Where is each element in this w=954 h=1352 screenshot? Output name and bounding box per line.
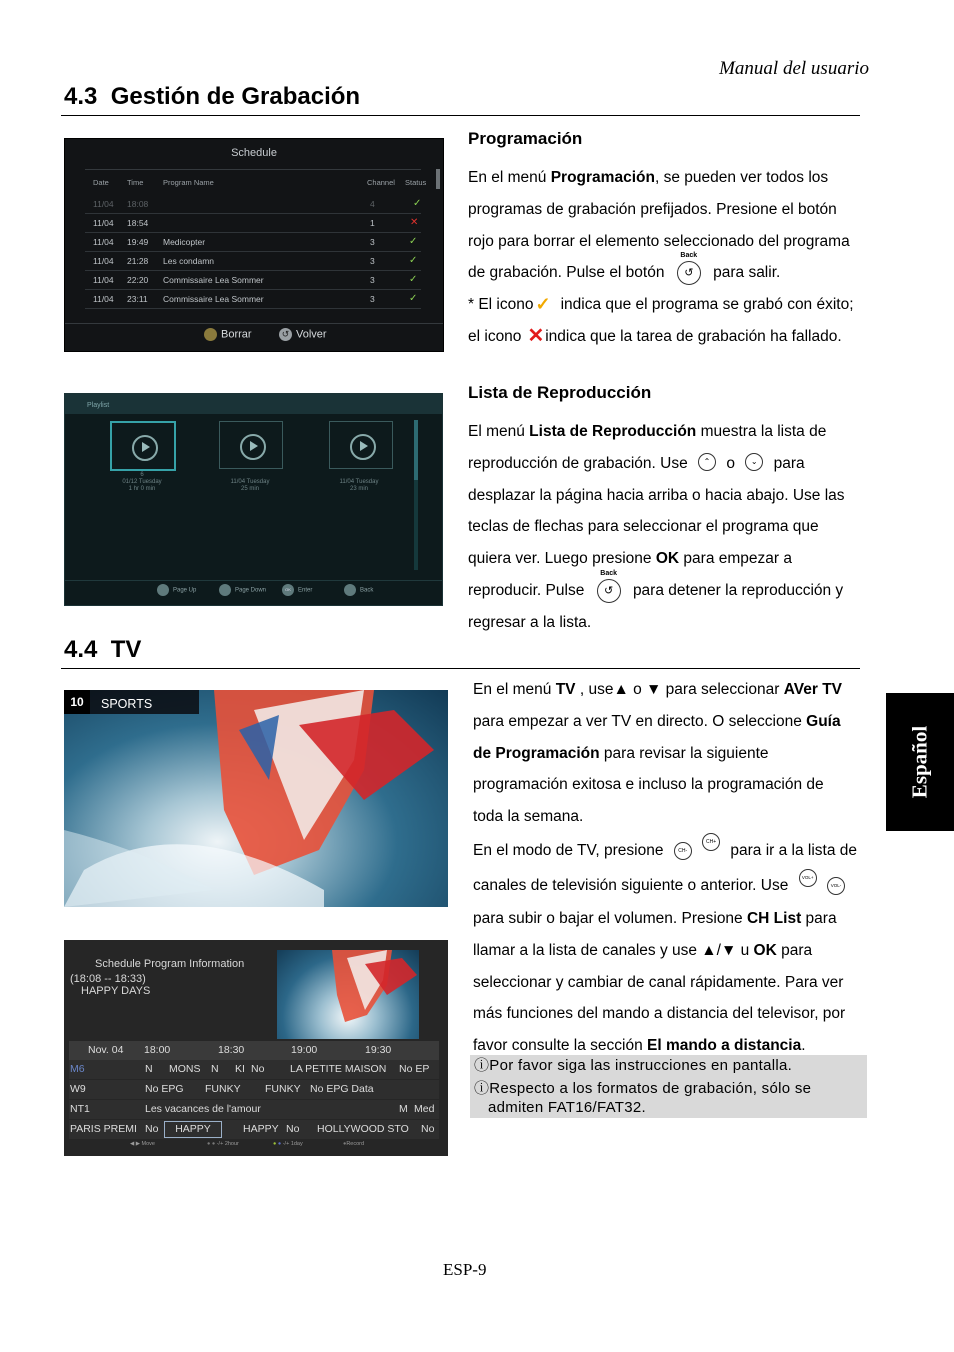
play-icon xyxy=(132,435,158,461)
page-number: ESP-9 xyxy=(443,1260,487,1279)
channel-name: SPORTS xyxy=(101,697,153,711)
epg-info-title: Schedule Program Information xyxy=(95,958,245,970)
playlist-item-caption: 6 01/12 Tuesday 1 hr 0 min xyxy=(122,472,162,492)
page-up-icon: ⌃ xyxy=(698,453,716,471)
playlist-title: Playlist xyxy=(87,402,110,409)
epg-program[interactable]: Med xyxy=(414,1103,435,1115)
language-tab xyxy=(886,693,954,831)
epg-program[interactable]: N xyxy=(211,1063,219,1075)
row-date: 11/04 xyxy=(93,237,114,247)
success-check-icon: ✓ xyxy=(409,293,418,304)
notes-box xyxy=(470,1055,867,1118)
epg-preview-image xyxy=(277,950,419,1039)
epg-channel: M6 xyxy=(70,1063,85,1075)
play-icon xyxy=(350,434,376,460)
section-rule xyxy=(61,115,860,116)
back-button[interactable] xyxy=(279,328,327,341)
volume-up-icon: VOL+ xyxy=(799,869,817,887)
epg-channel: PARIS PREMI xyxy=(70,1123,137,1135)
language-label: Español xyxy=(907,725,932,799)
epg-program-selected[interactable]: HAPPY xyxy=(164,1121,222,1138)
col-time: Time xyxy=(127,178,144,187)
epg-program[interactable]: No xyxy=(421,1123,435,1135)
row-date: 11/04 xyxy=(93,218,114,228)
epg-program[interactable]: No xyxy=(145,1123,159,1135)
back-hint[interactable]: Back xyxy=(344,584,373,596)
epg-program[interactable]: HOLLYWOOD STO xyxy=(317,1123,409,1135)
row-date: 11/04 xyxy=(93,275,114,285)
epg-program[interactable]: N xyxy=(145,1063,153,1075)
success-check-icon: ✓ xyxy=(409,274,418,285)
playlist-item[interactable] xyxy=(219,421,283,469)
schedule-screenshot xyxy=(64,138,444,352)
channel-number: 10 xyxy=(64,690,90,714)
lista-paragraph: El menú Lista de Reproducción muestra la lista de reproducción de grabación. Use ⌃ o ⌄ para desplazar la página hacia arriba o hacia abajo. Use las teclas de flechas para seleccionar el programa que quiera ver. Luego presione OK para empezar a reproducir. Pulse Back ↺ para detener la reproducción y regresar a la lista. xyxy=(468,423,845,631)
heading-programacion: Programación xyxy=(468,129,583,148)
epg-program[interactable]: M xyxy=(399,1103,408,1115)
tv-screenshot xyxy=(64,690,448,907)
epg-program[interactable]: HAPPY xyxy=(243,1123,279,1135)
heading-lista: Lista de Reproducción xyxy=(468,383,652,402)
epg-program[interactable]: FUNKY xyxy=(265,1083,301,1095)
row-time: 23:11 xyxy=(127,294,148,304)
success-check-icon: ✓ xyxy=(409,236,418,247)
ok-icon: OK xyxy=(282,584,294,596)
yellow-key-icon xyxy=(204,328,217,341)
page-down-icon xyxy=(219,584,231,596)
fail-cross-icon: ✕ xyxy=(410,217,419,228)
delete-button[interactable] xyxy=(204,328,252,341)
back-key-icon: Back ↺ xyxy=(597,579,621,603)
epg-channel: W9 xyxy=(70,1083,86,1095)
playlist-screenshot xyxy=(64,393,443,606)
epg-time-header xyxy=(69,1041,439,1060)
epg-program[interactable]: No xyxy=(286,1123,300,1135)
epg-row[interactable] xyxy=(69,1080,439,1099)
row-date: 11/04 xyxy=(93,199,114,209)
row-name: Medicopter xyxy=(163,237,206,247)
playlist-item-caption: 11/04 Tuesday 23 min xyxy=(339,479,379,492)
table-row[interactable] xyxy=(85,271,421,290)
epg-program[interactable]: No EPG xyxy=(145,1083,184,1095)
epg-program[interactable]: No EP xyxy=(399,1063,430,1075)
schedule-title: Schedule xyxy=(231,147,277,159)
col-date: Date xyxy=(93,178,109,187)
page-down-icon: ⌄ xyxy=(745,453,763,471)
row-name: Commissaire Lea Sommer xyxy=(163,294,264,304)
epg-row[interactable] xyxy=(69,1060,439,1079)
table-row[interactable] xyxy=(85,195,421,214)
move-hint: ◀ ▶ Move xyxy=(130,1141,155,1147)
epg-time: 19:00 xyxy=(291,1044,318,1056)
row-channel: 1 xyxy=(370,218,375,228)
row-channel: 3 xyxy=(370,256,375,266)
row-name: Commissaire Lea Sommer xyxy=(163,275,264,285)
page-up-icon xyxy=(157,584,169,596)
epg-time: 18:00 xyxy=(144,1044,171,1056)
windsurfer-image xyxy=(64,690,448,907)
hour-hint: ● ● -/+ 2hour xyxy=(207,1141,239,1147)
epg-program[interactable]: MONS xyxy=(169,1063,201,1075)
playlist-scrollbar[interactable] xyxy=(414,420,418,480)
epg-info-name: HAPPY DAYS xyxy=(81,985,151,997)
epg-program[interactable]: KI xyxy=(235,1063,245,1075)
col-channel: Channel xyxy=(367,178,395,187)
success-check-icon: ✓ xyxy=(409,255,418,266)
day-hint: ● ● -/+ 1day xyxy=(273,1141,303,1147)
tv-paragraph: En el menú TV , use▲ o ▼ para seleccionar AVer TV para empezar a ver TV en directo. O seleccione Guía de Programación para revisar la siguiente programación exitosa e incluso la programación de toda la semana. En el modo de TV, presione CH- CH+ para ir a la lista de canales de televisión siguiente o anterior. Use VOL+ VOL- para subir o bajar el volumen. Presione CH List para llamar a la lista de canales y use ▲/▼ u OK para seleccionar y cambiar de canal rápidamente. Para ver más funciones del mando a distancia del televisor, por favor consulte la sección El mando a distancia. xyxy=(473,681,858,1055)
epg-program[interactable]: LA PETITE MAISON xyxy=(290,1063,387,1075)
note-line: admiten FAT16/FAT32. xyxy=(488,1099,647,1116)
back-icon: ↺ xyxy=(279,328,292,341)
epg-program[interactable]: No EPG Data xyxy=(310,1083,374,1095)
delete-label: Borrar xyxy=(221,328,252,341)
row-channel: 4 xyxy=(370,199,375,209)
row-time: 22:20 xyxy=(127,275,149,285)
play-icon xyxy=(240,434,266,460)
row-time: 18:08 xyxy=(127,199,149,209)
row-time: 18:54 xyxy=(127,218,149,228)
back-icon xyxy=(344,584,356,596)
note-line: ⓘRespecto a los formatos de grabación, sólo se xyxy=(474,1080,812,1097)
epg-program[interactable]: No xyxy=(251,1063,265,1075)
section-title-4-3: 4.3 Gestión de Grabación xyxy=(64,83,361,110)
table-row[interactable] xyxy=(85,214,421,233)
epg-program[interactable]: Les vacances de l'amour xyxy=(145,1103,261,1115)
page-down-hint[interactable]: Page Down xyxy=(219,584,266,596)
epg-row[interactable] xyxy=(69,1100,439,1119)
row-time: 21:28 xyxy=(127,256,149,266)
back-label: Volver xyxy=(296,328,327,341)
table-row[interactable] xyxy=(85,252,421,271)
note-line: ⓘPor favor siga las instrucciones en pantalla. xyxy=(474,1057,793,1074)
epg-date: Nov. 04 xyxy=(88,1044,124,1056)
playlist-item-caption: 11/04 Tuesday 25 min xyxy=(230,479,270,492)
playlist-item[interactable] xyxy=(110,421,176,471)
epg-screenshot xyxy=(64,940,448,1156)
row-time: 19:49 xyxy=(127,237,149,247)
fail-cross-icon: ✕ xyxy=(527,324,545,347)
success-check-icon: ✓ xyxy=(535,294,551,315)
section-rule xyxy=(61,668,860,669)
epg-row[interactable] xyxy=(69,1120,439,1139)
table-row[interactable] xyxy=(85,290,421,309)
col-name: Program Name xyxy=(163,178,214,187)
row-channel: 3 xyxy=(370,275,375,285)
row-name: Les condamn xyxy=(163,256,215,266)
channel-up-icon: CH+ xyxy=(702,833,720,851)
enter-hint[interactable]: OK Enter xyxy=(282,584,312,596)
epg-info-time: (18:08 -- 18:33) xyxy=(70,973,146,985)
record-hint: ●Record xyxy=(343,1141,365,1147)
row-date: 11/04 xyxy=(93,294,114,304)
epg-time: 18:30 xyxy=(218,1044,245,1056)
schedule-scrollbar[interactable] xyxy=(436,169,440,189)
volume-down-icon: VOL- xyxy=(827,877,845,895)
playlist-item[interactable] xyxy=(329,421,393,469)
manual-title: Manual del usuario xyxy=(719,58,869,79)
col-status: Status xyxy=(405,178,427,187)
table-row[interactable] xyxy=(85,233,421,252)
channel-down-icon: CH- xyxy=(674,842,692,860)
section-title-4-4: 4.4 TV xyxy=(64,636,142,663)
epg-time: 19:30 xyxy=(365,1044,392,1056)
programacion-paragraph: En el menú Programación, se pueden ver todos los programas de grabación prefijados. Presione el botón rojo para borrar el elemento seleccionado del programa de grabación. Pulse el botón Back ↺ para salir. * El icono ✓ indica que el programa se grabó con éxito; el icono ✕indica que la tarea de grabación ha fallado. xyxy=(468,169,854,347)
row-channel: 3 xyxy=(370,237,375,247)
row-channel: 3 xyxy=(370,294,375,304)
row-date: 11/04 xyxy=(93,256,114,266)
page-up-hint[interactable]: Page Up xyxy=(157,584,196,596)
success-check-icon: ✓ xyxy=(413,198,422,209)
epg-program[interactable]: FUNKY xyxy=(205,1083,241,1095)
back-key-icon: Back ↺ xyxy=(677,261,701,285)
epg-channel: NT1 xyxy=(70,1103,90,1115)
